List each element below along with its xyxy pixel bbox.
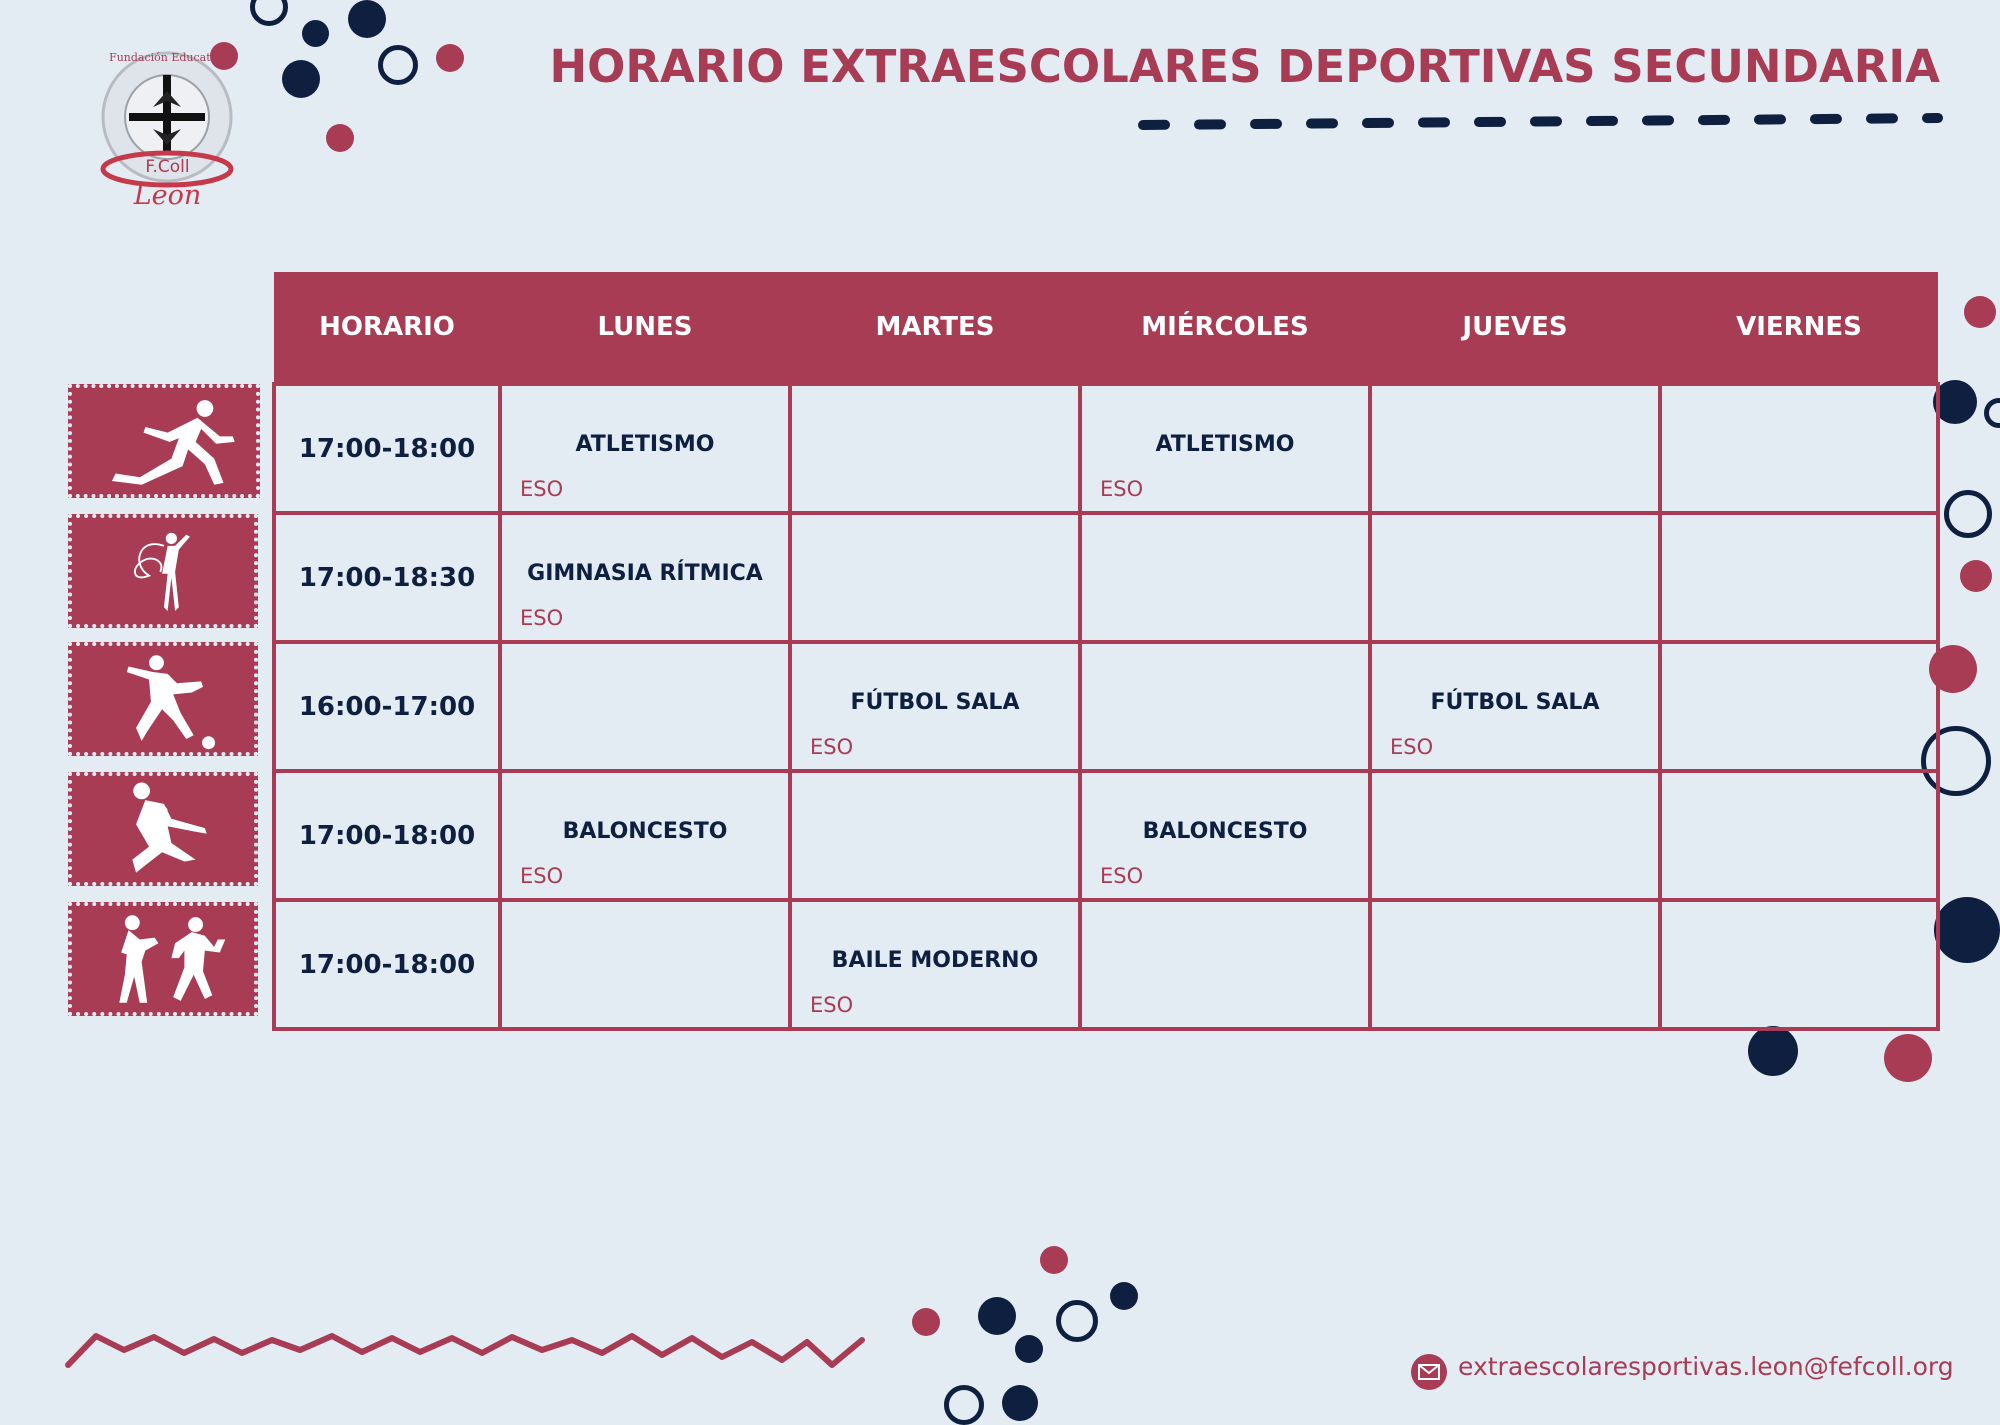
decor-dot xyxy=(326,124,354,152)
header-miercoles: MIÉRCOLES xyxy=(1080,272,1370,384)
decor-zigzag xyxy=(62,1320,872,1380)
decor-dot xyxy=(1002,1385,1038,1421)
logo-text-bottom: León xyxy=(133,180,202,211)
time-cell xyxy=(274,384,500,513)
table-row xyxy=(274,642,1938,771)
decor-dot xyxy=(1884,1034,1932,1082)
header-viernes: VIERNES xyxy=(1660,272,1938,384)
level-label: ESO xyxy=(520,477,564,501)
time-label: 17:00-18:30 xyxy=(298,562,476,593)
decor-dot xyxy=(1015,1335,1043,1363)
decor-dot xyxy=(302,20,329,47)
dancers-icon xyxy=(72,906,254,1012)
logo-text-mid: F.Coll xyxy=(145,157,190,177)
time-cell xyxy=(274,513,500,642)
decor-dot xyxy=(1748,1026,1798,1076)
schedule-table xyxy=(272,272,1940,1031)
activity-cell xyxy=(500,771,790,900)
empty-cell xyxy=(1660,513,1938,642)
empty-cell xyxy=(500,642,790,771)
time-label: 17:00-18:00 xyxy=(298,433,476,464)
level-label: ESO xyxy=(520,864,564,888)
decor-dot xyxy=(1110,1282,1138,1310)
decor-dot xyxy=(436,44,464,72)
empty-cell xyxy=(1370,771,1660,900)
logo-text-top: Fundación Educativa xyxy=(109,51,227,64)
activity-name: BALONCESTO xyxy=(562,819,728,844)
header-martes: MARTES xyxy=(790,272,1080,384)
decor-dot xyxy=(1960,560,1992,592)
activity-name: GIMNASIA RÍTMICA xyxy=(527,561,763,586)
level-label: ESO xyxy=(1390,735,1434,759)
activity-cell xyxy=(500,513,790,642)
activity-cell xyxy=(500,384,790,513)
empty-cell xyxy=(1370,900,1660,1029)
decor-ring xyxy=(378,45,418,85)
decor-ring xyxy=(1984,398,2000,428)
decor-dot xyxy=(1964,296,1996,328)
time-label: 17:00-18:00 xyxy=(298,949,476,980)
runner-stamp xyxy=(68,384,260,498)
soccer-stamp xyxy=(68,642,258,756)
time-cell xyxy=(274,900,500,1029)
runner-icon xyxy=(72,388,256,494)
header-jueves: JUEVES xyxy=(1370,272,1660,384)
empty-cell xyxy=(1660,900,1938,1029)
activity-name: FÚTBOL SALA xyxy=(1430,690,1600,715)
header-lunes: LUNES xyxy=(500,272,790,384)
header-row xyxy=(274,272,1938,384)
activity-name: ATLETISMO xyxy=(575,432,715,457)
decor-dot xyxy=(978,1297,1016,1335)
decor-dot xyxy=(348,0,386,38)
page-title: HORARIO EXTRAESCOLARES DEPORTIVAS SECUNDARIA xyxy=(549,40,1940,93)
activity-cell xyxy=(1080,771,1370,900)
time-cell xyxy=(274,642,500,771)
decor-dot xyxy=(912,1308,940,1336)
activity-name: BAILE MODERNO xyxy=(831,948,1039,973)
empty-cell xyxy=(790,384,1080,513)
activity-cell xyxy=(790,900,1080,1029)
decor-dot xyxy=(282,60,320,98)
activity-name: BALONCESTO xyxy=(1142,819,1308,844)
empty-cell xyxy=(1660,771,1938,900)
decor-ring xyxy=(250,0,288,26)
empty-cell xyxy=(1080,642,1370,771)
school-logo xyxy=(95,45,240,215)
email-link[interactable]: extraescolaresportivas.leon@fefcoll.org xyxy=(1458,1352,1954,1381)
table-row xyxy=(274,513,1938,642)
empty-cell xyxy=(1370,384,1660,513)
decor-dot xyxy=(1934,897,2000,963)
dance-stamp xyxy=(68,902,258,1016)
decor-dot xyxy=(1040,1246,1068,1274)
basketball-player-icon xyxy=(72,776,254,882)
decor-ring xyxy=(944,1385,984,1425)
level-label: ESO xyxy=(1100,477,1144,501)
empty-cell xyxy=(790,513,1080,642)
decor-dashed-line xyxy=(1138,108,1943,133)
activity-cell xyxy=(1080,384,1370,513)
table-row xyxy=(274,384,1938,513)
header-horario: HORARIO xyxy=(274,272,500,384)
empty-cell xyxy=(1080,513,1370,642)
envelope-icon xyxy=(1410,1353,1448,1391)
activity-name: FÚTBOL SALA xyxy=(850,690,1020,715)
level-label: ESO xyxy=(520,606,564,630)
empty-cell xyxy=(500,900,790,1029)
activity-cell xyxy=(1370,642,1660,771)
empty-cell xyxy=(1660,384,1938,513)
table-row xyxy=(274,900,1938,1029)
time-label: 16:00-17:00 xyxy=(298,691,476,722)
empty-cell xyxy=(1370,513,1660,642)
empty-cell xyxy=(1660,642,1938,771)
basketball-stamp xyxy=(68,772,258,886)
activity-cell xyxy=(790,642,1080,771)
empty-cell xyxy=(790,771,1080,900)
level-label: ESO xyxy=(1100,864,1144,888)
rhythmic-gymnast-icon xyxy=(72,518,254,624)
activity-name: ATLETISMO xyxy=(1155,432,1295,457)
level-label: ESO xyxy=(810,735,854,759)
decor-ring xyxy=(1944,490,1992,538)
soccer-player-icon xyxy=(72,646,254,752)
decor-ring xyxy=(1056,1300,1098,1342)
empty-cell xyxy=(1080,900,1370,1029)
table-row xyxy=(274,771,1938,900)
level-label: ESO xyxy=(810,993,854,1017)
gymnast-stamp xyxy=(68,514,258,628)
time-label: 17:00-18:00 xyxy=(298,820,476,851)
time-cell xyxy=(274,771,500,900)
